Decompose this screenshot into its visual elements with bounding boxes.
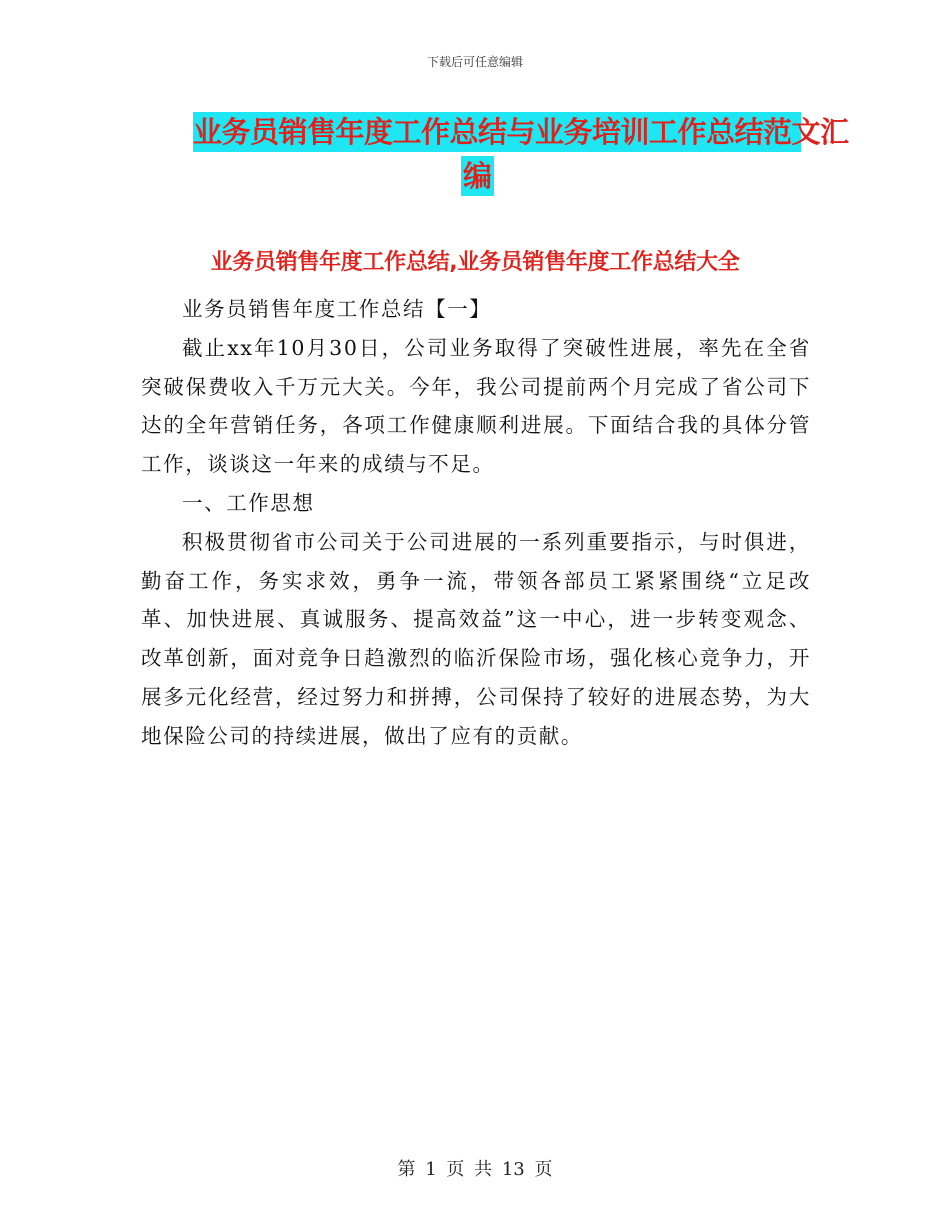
header-note: 下载后可任意编辑 [426, 55, 523, 69]
document-title-line-1: 业务员销售年度工作总结与业务培训工作总结范文汇 [193, 112, 801, 152]
paragraph-section-1-heading: 一、工作思想 [182, 490, 315, 515]
paragraph-work-thought: 积极贯彻省市公司关于公司进展的一系列重要指示，与时俱进，勤奋工作，务实求效，勇争一流，带领各部员工紧紧围绕“立足改革、加快进展、真诚服务、提高效益”这一中心，进一步转变观念、改革创新，面对竞争日趋激烈的临沂保险市场，强化核心竞争力，开展多元化经营，经过努力和拼搏，公司保持了较好的进展态势，为大地保险公司的持续进展，做出了应有的贡献。 [141, 529, 811, 748]
body-text [141, 290, 811, 756]
paragraph-subtitle: 业务员销售年度工作总结【一】 [182, 297, 492, 321]
paragraph-intro: 截止xx年10月30日，公司业务取得了突破性进展，率先在全省突破保费收入千万元大关。今年，我公司提前两个月完成了省公司下达的全年营销任务，各项工作健康顺利进展。下面结合我的具体分管工作，谈谈这一年来的成绩与不足。 [141, 335, 811, 477]
page-footer: 第 1 页 共 13 页 [397, 1159, 553, 1180]
document-title-line-2: 编 [461, 156, 494, 196]
section-heading: 业务员销售年度工作总结,业务员销售年度工作总结大全 [210, 250, 740, 275]
